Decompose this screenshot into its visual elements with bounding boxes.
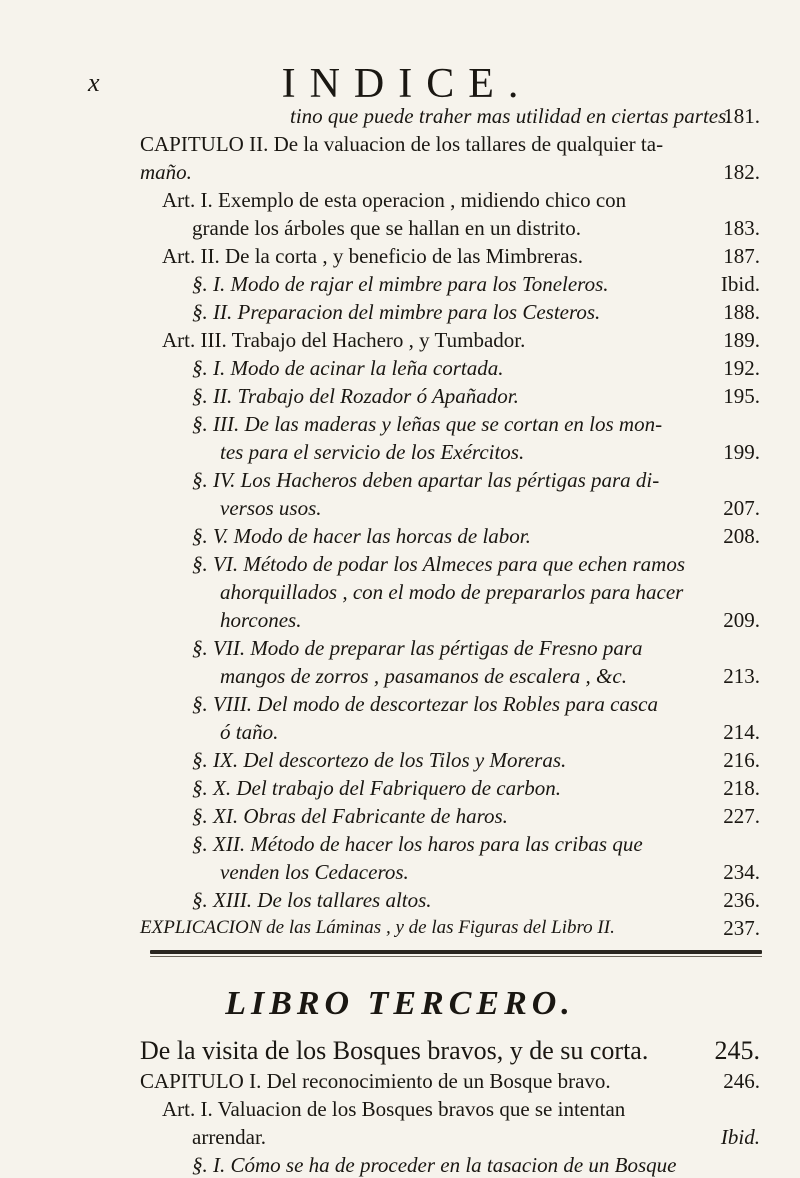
- page-number: 209.: [723, 608, 760, 632]
- page-number: 227.: [723, 804, 760, 828]
- index-entry: §. IX. Del descortezo de los Tilos y Moreras. 216.: [192, 748, 760, 772]
- index-entry: Art. III. Trabajo del Hachero , y Tumbador. 189.: [162, 328, 760, 352]
- page-number: 183.: [723, 216, 760, 240]
- page-title: INDICE.: [281, 61, 533, 107]
- index-entry: §. II. Preparacion del mimbre para los Cesteros. 188.: [192, 300, 760, 324]
- index-entry: EXPLICACION de las Láminas , y de las Figuras del Libro II. 237.: [140, 916, 760, 940]
- page-number: 245.: [714, 1036, 760, 1065]
- index-entry: tes para el servicio de los Exércitos. 199.: [220, 440, 760, 464]
- index-entry: Art. I. Exemplo de esta operacion , midiendo chico con: [162, 188, 627, 212]
- index-entry: §. VIII. Del modo de descortezar los Robles para casca: [192, 692, 658, 716]
- index-entry: §. VII. Modo de preparar las pértigas de Fresno para: [192, 636, 643, 660]
- index-entry: §. III. De las maderas y leñas que se cortan en los mon-: [192, 412, 663, 436]
- page-number: 182.: [723, 160, 760, 184]
- page-mark: x: [88, 68, 100, 97]
- index-entry: §. XII. Método de hacer los haros para las cribas que: [192, 832, 643, 856]
- page-number: 187.: [723, 244, 760, 268]
- book-title: LIBRO TERCERO.: [225, 985, 575, 1022]
- page-number: 199.: [723, 440, 760, 464]
- page-number: 236.: [723, 888, 760, 912]
- index-entry: §. IV. Los Hacheros deben apartar las pértigas para di-: [192, 468, 660, 492]
- page-number: 181.: [723, 104, 760, 128]
- index-entry: mangos de zorros , pasamanos de escalera , &c. 213.: [220, 664, 760, 688]
- index-entry: grande los árboles que se hallan en un distrito. 183.: [192, 216, 760, 240]
- index-entry: CAPITULO II. De la valuacion de los tallares de qualquier ta-: [140, 132, 664, 156]
- page-number: 195.: [723, 384, 760, 408]
- index-entry: §. XIII. De los tallares altos. 236.: [192, 888, 760, 912]
- index-entry: maño. 182.: [140, 160, 760, 184]
- index-entry: arrendar. Ibid.: [192, 1125, 760, 1149]
- index-entry: venden los Cedaceros. 234.: [220, 860, 760, 884]
- index-entry: tino que puede traher mas utilidad en ciertas partes. 181.: [290, 104, 760, 128]
- page-number: Ibid.: [720, 1125, 760, 1149]
- page-number: 207.: [723, 496, 760, 520]
- index-entry: §. X. Del trabajo del Fabriquero de carbon. 218.: [192, 776, 760, 800]
- index-entry: Art. I. Valuacion de los Bosques bravos que se intentan: [162, 1097, 626, 1121]
- page-number: 208.: [723, 524, 760, 548]
- page-number: 213.: [723, 664, 760, 688]
- index-entry: ahorquillados , con el modo de prepararlos para hacer: [220, 580, 684, 604]
- index-entry: §. I. Modo de acinar la leña cortada. 192.: [192, 356, 760, 380]
- page-number: 218.: [723, 776, 760, 800]
- section-divider: [150, 950, 762, 954]
- page-number: 192.: [723, 356, 760, 380]
- index-entry: CAPITULO I. Del reconocimiento de un Bosque bravo. 246.: [140, 1069, 760, 1093]
- page-number: 237.: [723, 916, 760, 940]
- index-entry: versos usos. 207.: [220, 496, 760, 520]
- page-number: 234.: [723, 860, 760, 884]
- index-entry: De la visita de los Bosques bravos, y de su corta. 245.: [140, 1036, 760, 1065]
- page-number: Ibid.: [720, 272, 760, 296]
- page-number: 216.: [723, 748, 760, 772]
- index-entry: §. V. Modo de hacer las horcas de labor. 208.: [192, 524, 760, 548]
- index-entry: §. I. Modo de rajar el mimbre para los Toneleros. Ibid.: [192, 272, 760, 296]
- index-entry: ó taño. 214.: [220, 720, 760, 744]
- index-entry: §. II. Trabajo del Rozador ó Apañador. 195.: [192, 384, 760, 408]
- page-number: 189.: [723, 328, 760, 352]
- index-entry: Art. II. De la corta , y beneficio de las Mimbreras. 187.: [162, 244, 760, 268]
- index-entry: §. VI. Método de podar los Almeces para que echen ramos: [192, 552, 686, 576]
- index-entry: §. XI. Obras del Fabricante de haros. 227.: [192, 804, 760, 828]
- page-number: 188.: [723, 300, 760, 324]
- page-number: 214.: [723, 720, 760, 744]
- index-entry: horcones. 209.: [220, 608, 760, 632]
- index-entry: §. I. Cómo se ha de proceder en la tasacion de un Bosque: [192, 1153, 677, 1177]
- page-number: 246.: [723, 1069, 760, 1093]
